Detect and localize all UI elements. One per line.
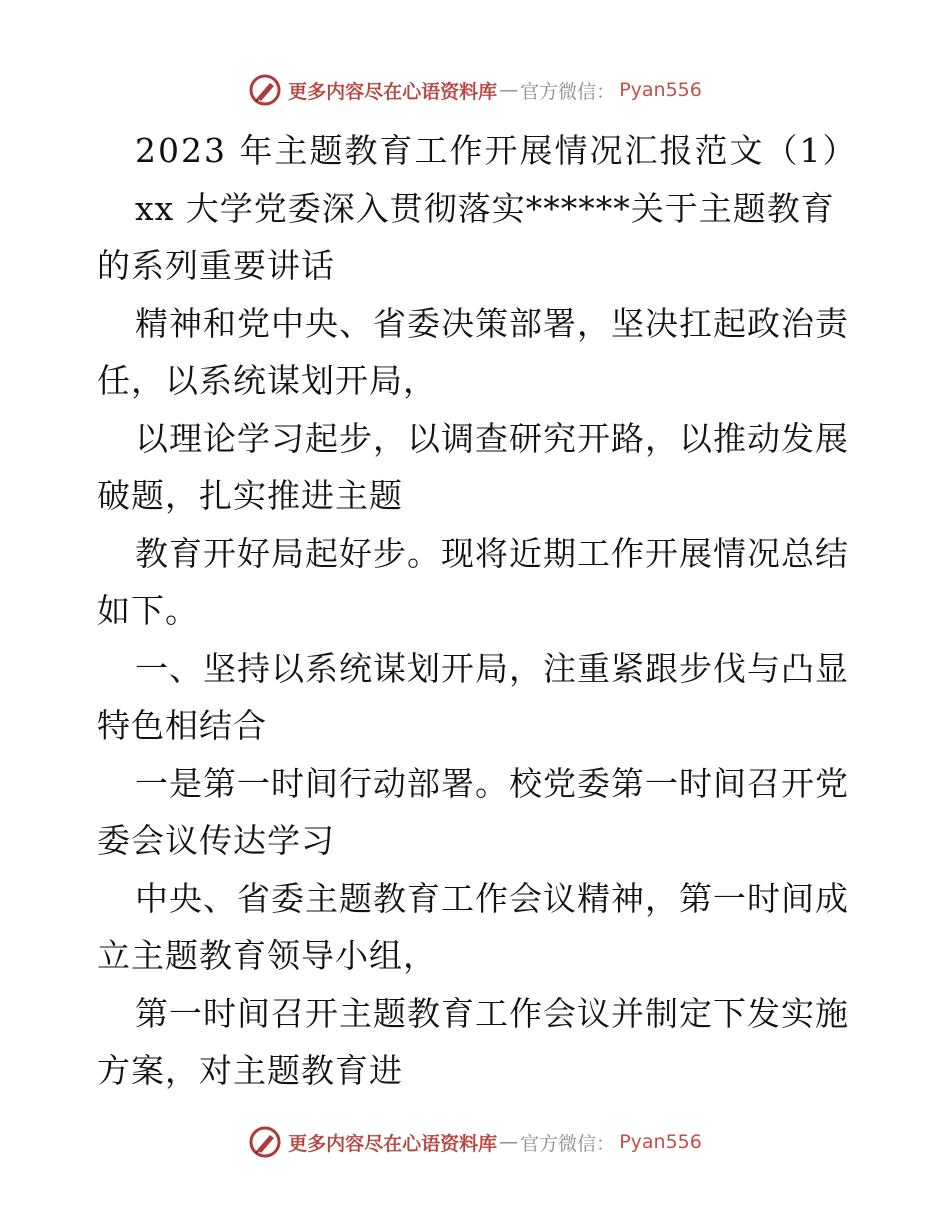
text-line: 方案，对主题教育进 <box>97 1051 403 1090</box>
pen-logo-icon <box>248 1125 282 1159</box>
text-line: 精神和党中央、省委决策部署，坚决扛起政治责 <box>135 303 849 343</box>
watermark-separator: — <box>499 1131 519 1153</box>
pen-logo-icon <box>248 73 282 107</box>
text-line: 的系列重要讲话 <box>97 246 335 285</box>
text-line: 以理论学习起步，以调查研究开路，以推动发展 <box>135 418 849 458</box>
footer-watermark <box>0 1122 950 1162</box>
section-heading: 一、坚持以系统谋划开局，注重紧跟步伐与凸显 <box>135 648 849 688</box>
watermark-separator: — <box>499 79 519 101</box>
text-line: 立主题教育领导小组， <box>97 936 437 975</box>
watermark-brand: 更多内容尽在心语资料库 <box>288 1132 498 1155</box>
document-body <box>97 122 857 1100</box>
watermark-label: 官方微信： <box>520 1132 616 1155</box>
section-heading-cont: 特色相结合 <box>97 706 267 745</box>
text-line: 一是第一时间行动部署。校党委第一时间召开党 <box>135 763 849 803</box>
watermark-brand: 更多内容尽在心语资料库 <box>288 80 498 103</box>
text-line: 如下。 <box>97 591 199 630</box>
header-watermark <box>0 70 950 110</box>
text-line: 第一时间召开主题教育工作会议并制定下发实施 <box>135 993 849 1033</box>
text-line: 委会议传达学习 <box>97 821 335 860</box>
text-line: 任，以系统谋划开局， <box>97 361 437 400</box>
watermark-label: 官方微信： <box>520 80 616 103</box>
text-line: 教育开好局起好步。现将近期工作开展情况总结 <box>135 533 849 573</box>
text-line: 破题，扎实推进主题 <box>97 476 403 515</box>
watermark-id: Pyan556 <box>619 79 702 101</box>
text-line: 中央、省委主题教育工作会议精神，第一时间成 <box>135 878 849 918</box>
document-title: 2023 年主题教育工作开展情况汇报范文（1） <box>135 131 857 170</box>
watermark-id: Pyan556 <box>619 1131 702 1153</box>
text-line: xx 大学党委深入贯彻落实******关于主题教育 <box>135 188 835 228</box>
